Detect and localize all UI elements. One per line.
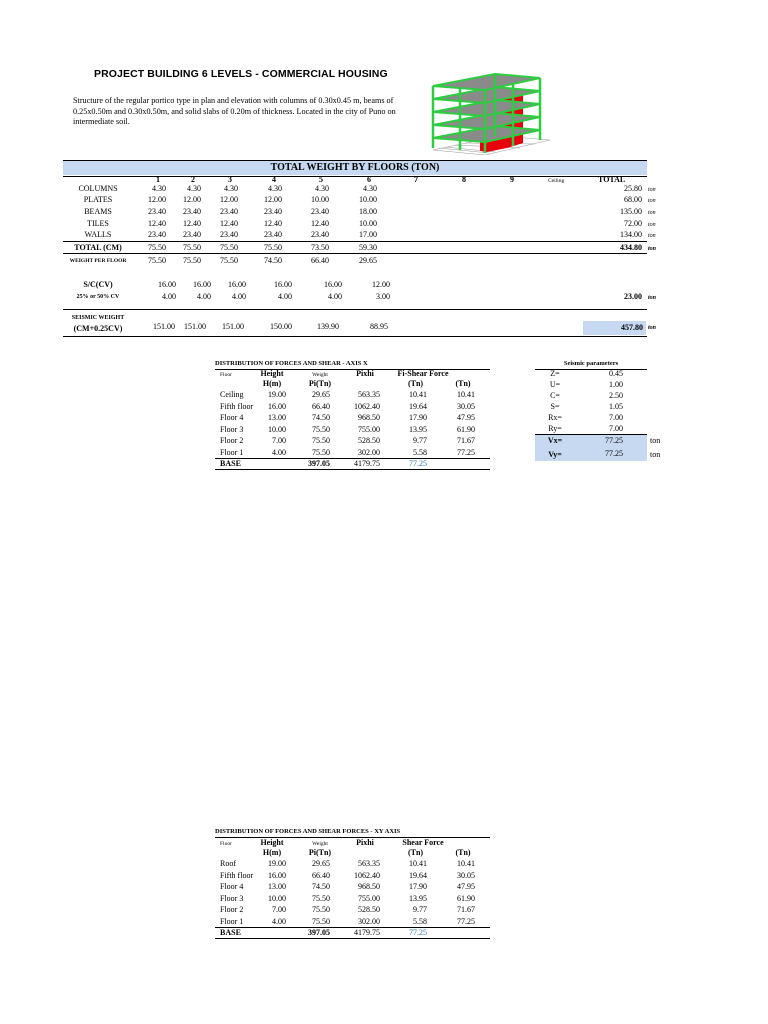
sc-cell: 16.00 [158, 280, 176, 289]
weight-cell: 12.00 [148, 195, 166, 204]
dist-row-floor: Ceiling [220, 390, 244, 399]
dist-row-cell: 5.58 [413, 916, 427, 926]
pct-total: 23.00 [624, 292, 642, 301]
total-cm-cell: 59.30 [359, 243, 377, 252]
seismic-param-label: C= [550, 391, 560, 400]
seismic-param-value: 0.45 [609, 369, 623, 378]
dist-base-label: BASE [220, 459, 241, 468]
seismic-param-label: Rx= [548, 413, 562, 422]
dist-row-cell: 528.50 [358, 905, 380, 914]
total-cm-divider [63, 241, 647, 242]
dist-row-floor: Floor 2 [220, 905, 244, 914]
dist-row-cell: 74.50 [312, 413, 330, 422]
weight-cell: 12.40 [264, 219, 282, 228]
dist-header-pixhi: Pixhi [356, 369, 374, 378]
seismic-param-label: U= [549, 380, 561, 389]
total-cm-total: 434.80 [620, 243, 642, 252]
unit-label: ton [648, 210, 656, 216]
dist-row-cell: 968.50 [358, 882, 380, 891]
weight-row-label: TILES [87, 219, 109, 228]
unit-label: ton [648, 295, 657, 301]
sc-cell: 16.00 [324, 280, 342, 289]
weight-cell: 4.30 [152, 184, 166, 193]
dist-row-cell: 13.00 [268, 413, 286, 422]
seismic-weight-cell: 151.00 [222, 322, 244, 331]
weight-cell: 12.40 [148, 219, 166, 228]
dist-row-floor: Floor 1 [220, 447, 244, 457]
pct-cell: 4.00 [278, 292, 292, 301]
weight-cell: 23.40 [264, 207, 282, 216]
dist-row-cell: 75.50 [312, 424, 330, 434]
total-cm-cell: 75.50 [183, 243, 201, 252]
unit-label: ton [648, 222, 656, 228]
dist-row-cell: 30.05 [457, 401, 475, 411]
sc-label: S/C(CV) [83, 280, 113, 289]
seismic-param-value: 1.00 [609, 380, 623, 389]
dist-row-cell: 61.90 [457, 893, 475, 903]
col-header-1: 1 [156, 175, 160, 184]
weight-per-floor-label: WEIGHT PER FLOOR [69, 258, 127, 264]
dist-row-cell: 4.00 [272, 916, 286, 926]
col-header-3: 3 [228, 175, 232, 184]
weight-cell: 10.00 [311, 195, 329, 204]
dist-row-floor: Floor 1 [220, 916, 244, 926]
sc-cell: 12.00 [372, 280, 390, 289]
weight-cell: 23.40 [311, 207, 329, 216]
dist-row-floor: Floor 2 [220, 436, 244, 445]
dist-row-floor: Floor 3 [220, 424, 244, 434]
dist-row-floor: Floor 4 [220, 882, 244, 891]
dist-row-cell: 9.77 [413, 905, 427, 914]
seismic-param-value: 2.50 [609, 391, 623, 400]
dist-xy-title: DISTRIBUTION OF FORCES AND SHEAR FORCES - XY AXIS [215, 828, 401, 835]
dist-row-floor: Floor 4 [220, 413, 244, 422]
dist-x-title: DISTRIBUTION OF FORCES AND SHEAR - AXIS X [215, 360, 368, 367]
weight-cell: 23.40 [148, 207, 166, 216]
dist-header-v-unit: (Tn) [455, 379, 471, 388]
dist-row-cell: 29.65 [312, 859, 330, 868]
seismic-param-value: 1.05 [609, 402, 623, 411]
weight-row-label: PLATES [83, 195, 113, 204]
dist-row-cell: 528.50 [358, 436, 380, 445]
dist-row-cell: 74.50 [312, 882, 330, 891]
seismic-weight-cell: 151.00 [153, 322, 175, 331]
vx-label: Vx= [547, 436, 563, 445]
dist-row-cell: 1062.40 [354, 401, 380, 411]
weight-cell: 23.40 [220, 230, 238, 239]
dist-row-cell: 7.00 [272, 436, 286, 445]
seismic-weight-bottom [63, 336, 647, 337]
unit-label: ton [648, 246, 657, 252]
dist-row-cell: 563.35 [358, 390, 380, 399]
dist-row-floor: Floor 3 [220, 893, 244, 903]
per-floor-cell: 75.50 [148, 256, 166, 265]
vy-label: Vy= [548, 450, 562, 459]
dist-row-cell: 17.90 [409, 413, 427, 422]
dist-base-pixhi: 4179.75 [354, 459, 380, 468]
dist-row-cell: 75.50 [312, 447, 330, 457]
dist-row-cell: 13.00 [268, 882, 286, 891]
dist-header-v-unit: (Tn) [455, 848, 471, 857]
dist-row-cell: 10.00 [268, 893, 286, 903]
col-header-total: TOTAL [598, 175, 626, 184]
building-3d-illustration [425, 70, 555, 155]
unit-label: ton [648, 187, 656, 193]
dist-header-fi-unit: (Tn) [407, 848, 424, 857]
weight-total-cell: 72.00 [624, 219, 642, 228]
dist-base-shear: 77.25 [409, 928, 427, 937]
dist-row-cell: 10.41 [409, 859, 427, 868]
weight-cell: 18.00 [359, 207, 377, 216]
vy-value: 77.25 [605, 449, 623, 458]
dist-header-p-unit: Pi(Tn) [308, 848, 332, 857]
col-header-5: 5 [319, 175, 323, 184]
dist-row-cell: 75.50 [312, 905, 330, 914]
weight-cell: 17.00 [359, 230, 377, 239]
dist-row-cell: 10.41 [409, 390, 427, 399]
weight-cell: 10.00 [359, 219, 377, 228]
seismic-weight-cell: 151.00 [184, 322, 206, 331]
sc-cell: 16.00 [228, 280, 246, 289]
dist-header-floor: Floor [220, 372, 232, 378]
weight-cell: 23.40 [311, 230, 329, 239]
dist-row-cell: 10.00 [268, 424, 286, 434]
dist-row-floor: Roof [220, 859, 236, 868]
per-floor-cell: 74.50 [264, 256, 282, 265]
dist-row-floor: Fifth floor [220, 401, 254, 411]
dist-header-height: Height [260, 838, 284, 847]
dist-row-cell: 71.67 [457, 905, 475, 914]
weight-cell: 4.30 [268, 184, 282, 193]
dist-row-cell: 30.05 [457, 870, 475, 880]
dist-header-h-unit: H(m) [262, 379, 282, 388]
total-cm-cell: 73.50 [311, 243, 329, 252]
per-floor-divider [63, 253, 647, 254]
weight-cell: 23.40 [183, 207, 201, 216]
dist-row-cell: 16.00 [268, 401, 286, 411]
dist-row-cell: 66.40 [312, 870, 330, 880]
col-header-8: 8 [462, 175, 466, 184]
sc-cell: 16.00 [274, 280, 292, 289]
dist-row-cell: 10.41 [457, 859, 475, 868]
pct-cell: 4.00 [162, 292, 176, 301]
dist-row-cell: 13.95 [409, 424, 427, 434]
weight-row-label: BEAMS [84, 207, 112, 216]
vy-unit: ton [650, 450, 661, 459]
dist-base-rule-bottom [215, 469, 490, 470]
weight-cell: 4.30 [224, 184, 238, 193]
project-description: Structure of the regular portico type in plan and elevation with columns of 0.30x0.45 m, beams of 0.25x0.50m and 0.30x0.50m, and solid slabs of 0.20m of thickness. Located in the city of Puno on intermediate soil. [73, 96, 396, 126]
weight-cell: 10.00 [359, 195, 377, 204]
seismic-weight-formula: (CM+0.25CV) [73, 324, 123, 333]
seismic-param-value: 7.00 [609, 413, 623, 422]
weight-total-cell: 135.00 [620, 207, 642, 216]
dist-row-cell: 19.64 [409, 401, 427, 411]
dist-row-cell: 13.95 [409, 893, 427, 903]
pct-cell: 4.00 [197, 292, 211, 301]
weight-cell: 23.40 [264, 230, 282, 239]
weight-cell: 4.30 [315, 184, 329, 193]
weight-row-label: COLUMNS [78, 184, 118, 193]
dist-row-cell: 19.00 [268, 859, 286, 868]
dist-base-label: BASE [220, 928, 241, 937]
dist-base-pixhi: 4179.75 [354, 928, 380, 937]
total-cm-cell: 75.50 [264, 243, 282, 252]
dist-row-cell: 17.90 [409, 882, 427, 891]
total-weight-header-band [63, 160, 647, 175]
dist-row-cell: 5.58 [413, 447, 427, 457]
pct-label: 25% or 50% CV [76, 294, 120, 300]
seismic-param-label: Ry= [548, 424, 562, 433]
dist-base-shear: 77.25 [409, 459, 427, 468]
dist-row-cell: 755.00 [358, 424, 380, 434]
dist-row-cell: 563.35 [358, 859, 380, 868]
unit-label: ton [648, 198, 656, 204]
weight-cell: 4.30 [187, 184, 201, 193]
seismic-weight-total: 457.80 [583, 321, 646, 335]
col-header-ceiling: Ceiling [548, 178, 565, 184]
per-floor-cell: 29.65 [359, 256, 377, 265]
dist-row-cell: 968.50 [358, 413, 380, 422]
weight-total-cell: 25.80 [624, 184, 642, 193]
dist-base-rule-bottom [215, 938, 490, 939]
dist-row-cell: 47.95 [457, 413, 475, 422]
total-weight-title: TOTAL WEIGHT BY FLOORS (TON) [270, 162, 440, 173]
seismic-weight-divider [63, 309, 647, 310]
dist-header-pixhi: Pixhi [356, 838, 374, 847]
dist-row-cell: 77.25 [457, 916, 475, 926]
per-floor-cell: 75.50 [220, 256, 238, 265]
col-header-9: 9 [510, 175, 514, 184]
unit-label: ton [648, 233, 656, 239]
weight-cell: 12.40 [220, 219, 238, 228]
dist-header-weight: Weight [312, 372, 328, 378]
dist-row-cell: 1062.40 [354, 870, 380, 880]
dist-row-cell: 77.25 [457, 447, 475, 457]
dist-header-fi: Fi-Shear Force [397, 369, 449, 378]
weight-cell: 4.30 [363, 184, 377, 193]
weight-total-cell: 68.00 [624, 195, 642, 204]
seismic-weight-cell: 139.90 [317, 322, 339, 331]
seismic-param-label: Z= [550, 369, 560, 378]
dist-header-fi-unit: (Tn) [407, 379, 424, 388]
dist-row-cell: 16.00 [268, 870, 286, 880]
dist-row-cell: 66.40 [312, 401, 330, 411]
vx-value: 77.25 [605, 436, 623, 445]
dist-row-cell: 19.64 [409, 870, 427, 880]
unit-label: ton [648, 325, 657, 331]
dist-row-cell: 71.67 [457, 436, 475, 445]
total-cm-cell: 75.50 [220, 243, 238, 252]
dist-row-cell: 302.00 [358, 916, 380, 926]
weight-cell: 23.40 [220, 207, 238, 216]
dist-row-cell: 47.95 [457, 882, 475, 891]
dist-header-p-unit: Pi(Tn) [308, 379, 332, 388]
dist-row-cell: 19.00 [268, 390, 286, 399]
dist-header-floor: Floor [220, 841, 232, 847]
vx-unit: ton [650, 436, 661, 445]
dist-header-weight: Weight [312, 841, 328, 847]
per-floor-cell: 75.50 [183, 256, 201, 265]
dist-row-cell: 29.65 [312, 390, 330, 399]
weight-cell: 12.00 [183, 195, 201, 204]
seismic-params-title: Seismic parameters [563, 360, 619, 367]
pct-cell: 3.00 [376, 292, 390, 301]
weight-cell: 23.40 [183, 230, 201, 239]
dist-row-cell: 4.00 [272, 447, 286, 457]
dist-base-weight: 397.05 [308, 928, 330, 937]
seismic-weight-label: SEISMIC WEIGHT [71, 315, 125, 321]
total-cm-label: TOTAL (CM) [74, 243, 122, 252]
dist-row-cell: 75.50 [312, 916, 330, 926]
seismic-param-label: S= [550, 402, 560, 411]
weight-cell: 23.40 [148, 230, 166, 239]
dist-row-cell: 7.00 [272, 905, 286, 914]
dist-row-floor: Fifth floor [220, 870, 254, 880]
col-header-6: 6 [367, 175, 371, 184]
seismic-param-value: 7.00 [609, 424, 623, 433]
pct-cell: 4.00 [328, 292, 342, 301]
seismic-weight-cell: 88.95 [370, 322, 388, 331]
dist-row-cell: 302.00 [358, 447, 380, 457]
col-header-4: 4 [272, 175, 276, 184]
per-floor-cell: 66.40 [311, 256, 329, 265]
weight-cell: 12.40 [183, 219, 201, 228]
weight-total-cell: 134.00 [620, 230, 642, 239]
dist-header-h-unit: H(m) [262, 848, 282, 857]
weight-cell: 12.40 [311, 219, 329, 228]
dist-header-fi: Shear Force [402, 838, 444, 847]
sc-cell: 16.00 [193, 280, 211, 289]
dist-header-height: Height [260, 369, 284, 378]
weight-cell: 12.00 [264, 195, 282, 204]
dist-row-cell: 10.41 [457, 390, 475, 399]
dist-row-cell: 75.50 [312, 893, 330, 903]
total-cm-cell: 75.50 [148, 243, 166, 252]
dist-row-cell: 9.77 [413, 436, 427, 445]
weight-cell: 12.00 [220, 195, 238, 204]
col-header-2: 2 [191, 175, 195, 184]
page-title: PROJECT BUILDING 6 LEVELS - COMMERCIAL HOUSING [94, 68, 388, 80]
pct-cell: 4.00 [232, 292, 246, 301]
col-header-7: 7 [414, 175, 418, 184]
dist-row-cell: 61.90 [457, 424, 475, 434]
dist-row-cell: 75.50 [312, 436, 330, 445]
weight-row-label: WALLS [84, 230, 112, 239]
seismic-weight-cell: 150.00 [270, 322, 292, 331]
dist-row-cell: 755.00 [358, 893, 380, 903]
dist-base-weight: 397.05 [308, 459, 330, 468]
